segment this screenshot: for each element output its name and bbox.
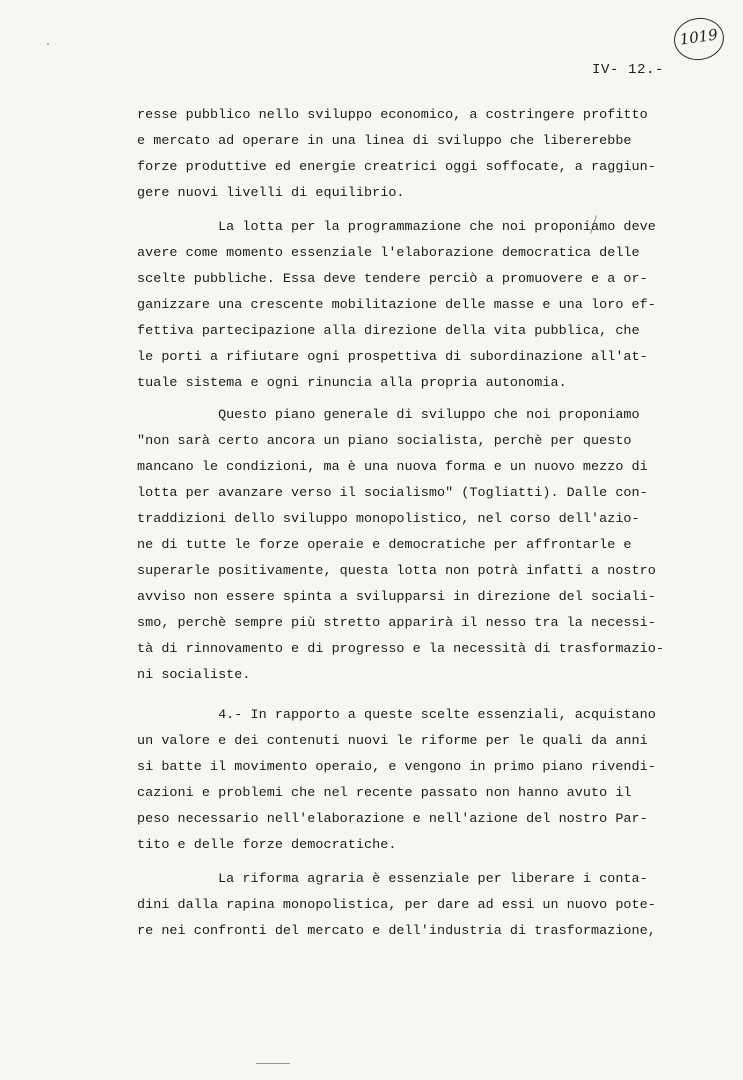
archive-stamp (671, 15, 726, 64)
text-line: resse pubblico nello sviluppo economico, a costringere profitto (137, 107, 648, 122)
text-line: e mercato ad operare in una linea di sviluppo che libererebbe (137, 133, 632, 148)
text-line: le porti a rifiutare ogni prospettiva di subordinazione all'at- (137, 349, 648, 364)
bottom-paper-mark (256, 1063, 290, 1064)
text-line: tà di rinnovamento e di progresso e la necessità di trasformazio- (137, 641, 664, 656)
text-line: tuale sistema e ogni rinuncia alla propria autonomia. (137, 375, 567, 390)
archive-stamp-number: 1019 (678, 25, 719, 49)
text-line: dini dalla rapina monopolistica, per dare ad essi un nuovo pote- (137, 897, 656, 912)
text-line: mancano le condizioni, ma è una nuova forma e un nuovo mezzo di (137, 459, 648, 474)
text-line: un valore e dei contenuti nuovi le riforme per le quali da anni (137, 733, 648, 748)
text-line: Questo piano generale di sviluppo che noi proponiamo (137, 407, 640, 422)
text-line: gere nuovi livelli di equilibrio. (137, 185, 405, 200)
text-line: 4.- In rapporto a queste scelte essenziali, acquistano (137, 707, 656, 722)
text-line: avere come momento essenziale l'elaborazione democratica delle (137, 245, 640, 260)
text-line: ni socialiste. (137, 667, 251, 682)
text-line: cazioni e problemi che nel recente passato non hanno avuto il (137, 785, 632, 800)
page-number: IV- 12.- (592, 62, 665, 78)
text-line: scelte pubbliche. Essa deve tendere perciò a promuovere e a or- (137, 271, 648, 286)
text-line: La lotta per la programmazione che noi proponiamo deve (137, 219, 656, 234)
paper-mark (47, 43, 49, 45)
text-line: lotta per avanzare verso il socialismo" (Togliatti). Dalle con- (137, 485, 648, 500)
text-line: smo, perchè sempre più stretto apparirà il nesso tra la necessi- (137, 615, 656, 630)
text-line: re nei confronti del mercato e dell'industria di trasformazione, (137, 923, 656, 938)
text-line: La riforma agraria è essenziale per liberare i conta- (137, 871, 648, 886)
text-line: tito e delle forze democratiche. (137, 837, 397, 852)
text-line: forze produttive ed energie creatrici oggi soffocate, a raggiun- (137, 159, 656, 174)
text-line: ne di tutte le forze operaie e democratiche per affrontarle e (137, 537, 632, 552)
text-line: "non sarà certo ancora un piano socialista, perchè per questo (137, 433, 632, 448)
text-line: fettiva partecipazione alla direzione della vita pubblica, che (137, 323, 640, 338)
text-line: si batte il movimento operaio, e vengono in primo piano rivendi- (137, 759, 656, 774)
text-line: superarle positivamente, questa lotta non potrà infatti a nostro (137, 563, 656, 578)
text-line: traddizioni dello sviluppo monopolistico, nel corso dell'azio- (137, 511, 640, 526)
text-line: avviso non essere spinta a svilupparsi in direzione del sociali- (137, 589, 656, 604)
text-line: ganizzare una crescente mobilitazione delle masse e una loro ef- (137, 297, 656, 312)
text-line: peso necessario nell'elaborazione e nell'azione del nostro Par- (137, 811, 648, 826)
